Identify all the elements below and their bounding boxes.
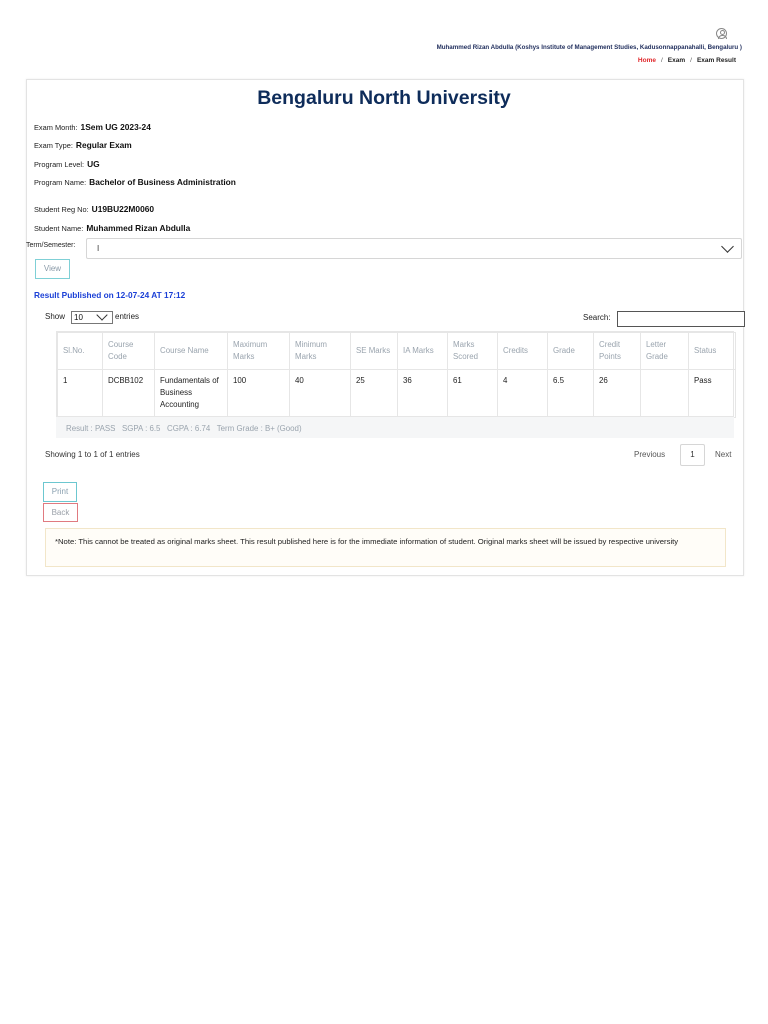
breadcrumb-separator: / (690, 57, 692, 64)
reg-no-value: U19BU22M0060 (91, 204, 155, 214)
entries-length-value: 10 (74, 313, 83, 322)
table-cell: Fundamentals of Business Accounting (155, 370, 228, 418)
reg-no-label: Student Reg No: (34, 205, 89, 214)
print-button[interactable]: Print (43, 482, 77, 502)
student-name-row (34, 223, 190, 233)
show-label: Show (45, 312, 66, 321)
reg-no-row (34, 204, 154, 214)
chevron-down-icon (721, 240, 734, 253)
column-header[interactable]: Course Name (155, 333, 228, 370)
table-cell: Pass (689, 370, 736, 418)
chevron-down-icon (96, 309, 107, 320)
program-level-value: UG (87, 159, 100, 169)
view-button[interactable]: View (35, 259, 70, 279)
entries-label: entries (115, 312, 140, 321)
exam-type-label: Exam Type: (34, 141, 73, 150)
result-summary-row (56, 416, 734, 438)
column-header[interactable]: SE Marks (351, 333, 398, 370)
table-row (58, 370, 736, 418)
table-cell: 25 (351, 370, 398, 418)
result-card (26, 79, 744, 576)
exam-type-value: Regular Exam (75, 140, 132, 150)
column-header[interactable]: Credits (498, 333, 548, 370)
program-level-label: Program Level: (34, 160, 85, 169)
exam-month-row (34, 122, 151, 132)
breadcrumb-home-link[interactable]: Home (637, 57, 656, 64)
column-header[interactable]: Credit Points (594, 333, 641, 370)
result-summary-text: Result : PASS SGPA : 6.5 CGPA : 6.74 Term Grade : B+ (Good) (66, 424, 302, 433)
exam-type-row (34, 140, 132, 150)
exam-month-value: 1Sem UG 2023-24 (80, 122, 151, 132)
table-cell: 1 (58, 370, 103, 418)
student-name-label: Student Name: (34, 224, 84, 233)
disclaimer-note: *Note: This cannot be treated as original marks sheet. This result published here is for the immediate information of student. Original marks sheet will be issued by respective university (45, 528, 726, 567)
column-header[interactable]: Course Code (103, 333, 155, 370)
column-header[interactable]: Grade (548, 333, 594, 370)
breadcrumb (638, 57, 736, 64)
table-cell: 4 (498, 370, 548, 418)
student-name-value: Muhammed Rizan Abdulla (86, 223, 191, 233)
breadcrumb-separator: / (660, 57, 663, 64)
term-semester-label: Term/Semester: (26, 242, 76, 249)
page-title: Bengaluru North University (257, 87, 511, 109)
program-name-label: Program Name: (34, 178, 87, 187)
program-name-row (34, 177, 236, 187)
results-table (57, 332, 736, 418)
term-semester-select[interactable] (86, 238, 742, 259)
pagination-page-1[interactable]: 1 (680, 444, 705, 466)
table-cell: 36 (398, 370, 448, 418)
table-cell: 26 (594, 370, 641, 418)
table-cell (641, 370, 689, 418)
table-cell: DCBB102 (103, 370, 155, 418)
program-name-value: Bachelor of Business Administration (89, 177, 236, 187)
table-header-row (58, 333, 736, 370)
search-label: Search: (583, 313, 611, 322)
breadcrumb-exam-link[interactable]: Exam (667, 57, 686, 64)
column-header[interactable]: Marks Scored (448, 333, 498, 370)
breadcrumb-current: Exam Result (696, 57, 736, 64)
search-input[interactable] (617, 311, 745, 327)
column-header[interactable]: Sl.No. (58, 333, 103, 370)
user-name-line: Muhammed Rizan Abdulla (Koshys Institute of Management Studies, Kadusonnappanahalli, Bengaluru ) (436, 44, 742, 51)
result-published-text: Result Published on 12-07-24 AT 17:12 (34, 290, 186, 300)
table-cell: 6.5 (548, 370, 594, 418)
column-header[interactable]: Letter Grade (641, 333, 689, 370)
column-header[interactable]: Maximum Marks (228, 333, 290, 370)
column-header[interactable]: Minimum Marks (290, 333, 351, 370)
table-cell: 61 (448, 370, 498, 418)
showing-entries-info: Showing 1 to 1 of 1 entries (45, 450, 140, 459)
term-semester-value: I (97, 244, 100, 253)
table-cell: 100 (228, 370, 290, 418)
pagination-next[interactable]: Next (715, 450, 732, 459)
back-button[interactable]: Back (43, 503, 78, 522)
exam-month-label: Exam Month: (34, 123, 78, 132)
pagination-previous[interactable]: Previous (634, 450, 666, 459)
user-circle-icon[interactable] (716, 28, 727, 39)
column-header[interactable]: IA Marks (398, 333, 448, 370)
entries-length-select[interactable] (71, 311, 113, 324)
program-level-row (34, 159, 100, 169)
column-header[interactable]: Status (689, 333, 736, 370)
table-cell: 40 (290, 370, 351, 418)
